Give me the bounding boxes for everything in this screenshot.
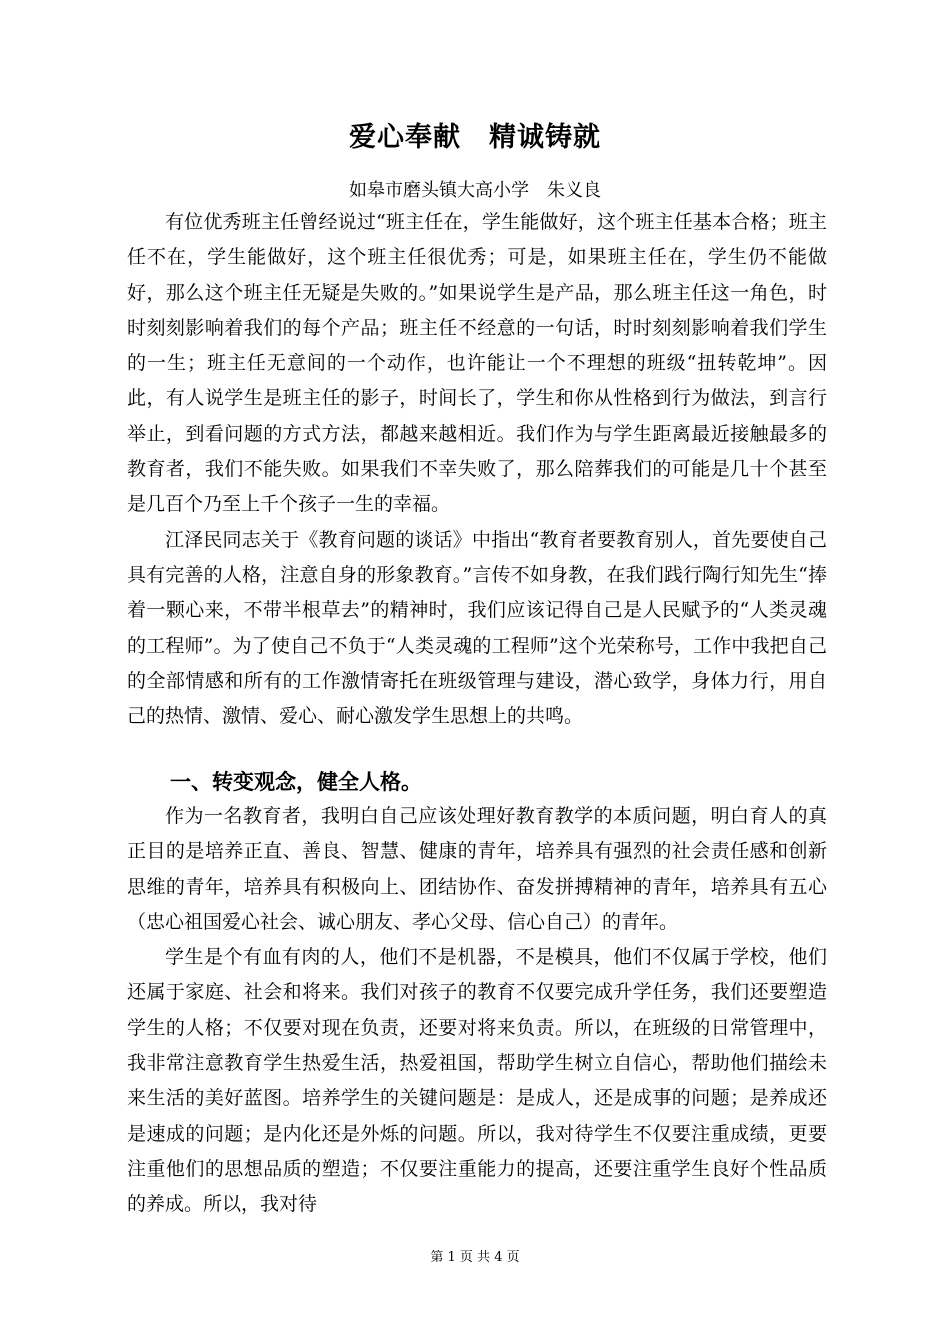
paragraph-1: 有位优秀班主任曾经说过“班主任在，学生能做好，这个班主任基本合格；班主任不在，学生能做好，这个班主任很优秀；可是，如果班主任在，学生仍不能做好，那么这个班主任无疑是失败的。”如果说学生是产品，那么班主任这一角色，时时刻刻影响着我们的每个产品；班主任不经意的一句话，时时刻刻影响着我们学生的一生；班主任无意间的一个动作，也许能让一个不理想的班级“扭转乾坤”。因此，有人说学生是班主任的影子，时间长了，学生和你从性格到行为做法，到言行举止，到看问题的方式方法，都越来越相近。我们作为与学生距离最近接触最多的教育者，我们不能失败。如果我们不幸失败了，那么陪葬我们的可能是几十个甚至是几百个乃至上千个孩子一生的幸福。 bbox=[127, 211, 827, 516]
page-footer: 第 1 页 共 4 页 bbox=[430, 1250, 520, 1265]
section-heading: 一、转变观念，健全人格。 bbox=[170, 769, 422, 794]
section-text bbox=[127, 799, 827, 1223]
author-byline: 如皋市磨头镇大高小学 朱义良 bbox=[349, 180, 601, 201]
paragraph-4: 学生是个有血有肉的人，他们不是机器，不是模具，他们不仅属于学校，他们还属于家庭、社会和将来。我们对孩子的教育不仅要完成升学任务，我们还要塑造学生的人格；不仅要对现在负责，还要对将来负责。所以，在班级的日常管理中，我非常注意教育学生热爱生活，热爱祖国，帮助学生树立自信心，帮助他们描绘未来生活的美好蓝图。培养学生的关键问题是：是成人，还是成事的问题；是养成还是速成的问题；是内化还是外烁的问题。所以，我对待学生不仅要注重成绩，更要注重他们的思想品质的塑造；不仅要注重能力的提高，还要注重学生良好个性品质的养成。所以，我对待 bbox=[127, 946, 827, 1216]
paragraph-3: 作为一名教育者，我明白自己应该处理好教育教学的本质问题，明白育人的真正目的是培养正直、善良、智慧、健康的青年，培养具有强烈的社会责任感和创新思维的青年，培养具有积极向上、团结协作、奋发拼搏精神的青年，培养具有五心（忠心祖国爱心社会、诚心朋友、孝心父母、信心自己）的青年。 bbox=[127, 805, 827, 933]
intro-text bbox=[127, 205, 827, 734]
document-title: 爱心奉献 精诚铸就 bbox=[349, 122, 601, 153]
paragraph-2: 江泽民同志关于《教育问题的谈话》中指出“教育者要教育别人，首先要使自己具有完善的人格，注意自身的形象教育。”言传不如身教，在我们践行陶行知先生“捧着一颗心来，不带半根草去”的精神时，我们应该记得自己是人民赋予的“人类灵魂的工程师”。为了使自己不负于“人类灵魂的工程师”这个光荣称号，工作中我把自己的全部情感和所有的工作激情寄托在班级管理与建设，潜心致学，身体力行，用自己的热情、激情、爱心、耐心激发学生思想上的共鸣。 bbox=[127, 528, 827, 728]
